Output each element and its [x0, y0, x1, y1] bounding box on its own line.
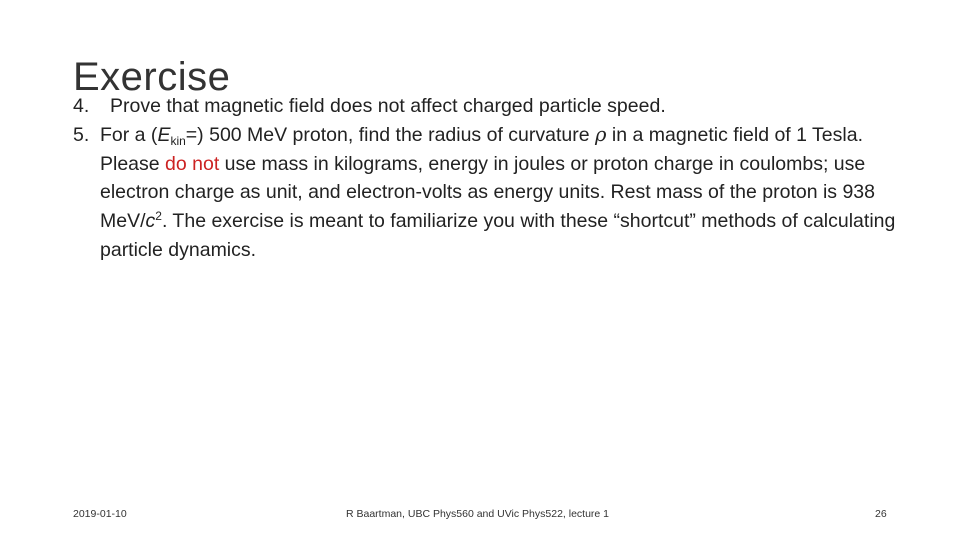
item-text-part: =) 500 MeV proton, find the radius of curvature	[185, 123, 595, 146]
list-item	[73, 121, 913, 265]
page-number: 26	[875, 508, 887, 520]
item-text-part: in a magnetic field of 1 Tesla. Please	[100, 123, 863, 175]
slide-title: Exercise	[73, 54, 231, 99]
item-number: 4.	[73, 95, 90, 117]
footer-credit: R Baartman, UBC Phys560 and UVic Phys522, lecture 1	[346, 508, 610, 520]
rho-symbol: ρ	[594, 122, 607, 146]
c-symbol: c	[145, 210, 156, 233]
footer-date: 2019-01-10	[73, 508, 127, 520]
item-text: Prove that magnetic field does not affect charged particle speed.	[110, 95, 666, 117]
item-text-part: For a (	[100, 123, 158, 146]
item-text-part: . The exercise is meant to familiarize you with these “shortcut” methods of calculating particle dynamics.	[100, 210, 896, 261]
c-superscript: 2	[155, 209, 162, 224]
item-number: 5.	[73, 123, 90, 146]
emphasis-text: do not	[165, 152, 220, 175]
ekin-symbol: E	[157, 123, 171, 146]
item-text	[100, 121, 913, 265]
ekin-subscript: kin	[170, 133, 186, 148]
list-item	[73, 92, 913, 121]
item-text-part: use mass in kilograms, energy in joules or proton charge in coulombs; use electron charge as unit, and electron-volts as energy units. Rest mass of the proton is 938 MeV/	[100, 152, 876, 233]
exercise-list	[73, 92, 913, 265]
